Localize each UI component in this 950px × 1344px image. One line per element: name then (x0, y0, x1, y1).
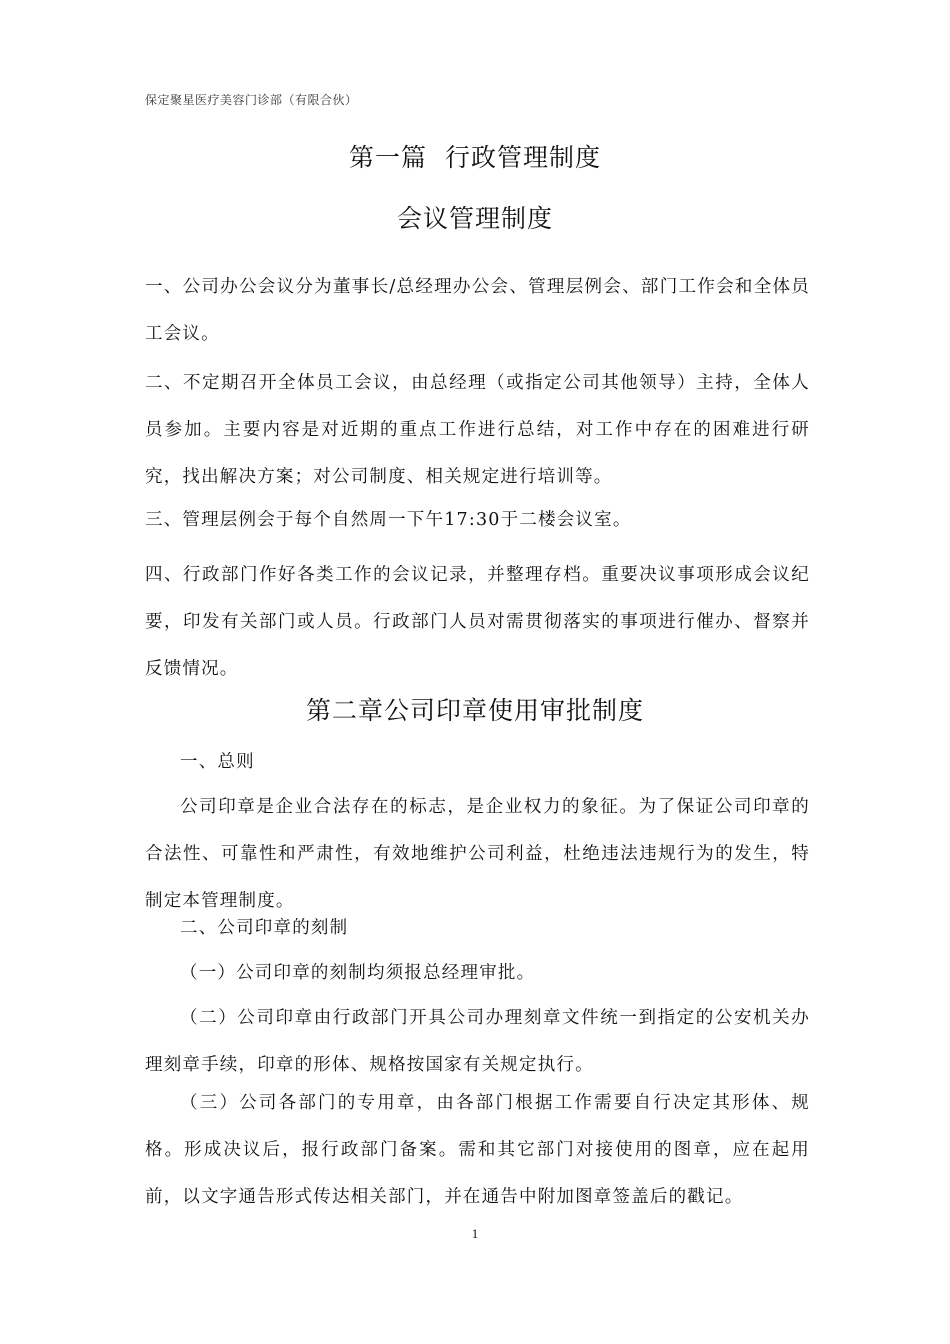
chapter-title: 第二章公司印章使用审批制度 (305, 696, 644, 725)
part-title: 第一篇 行政管理制度 (349, 143, 601, 172)
organization-header: 保定聚星医疗美容门诊部（有限合伙） (145, 93, 358, 107)
meeting-rule-2: 二、不定期召开全体员工会议，由总经理（或指定公司其他领导）主持，全体人员参加。主要内容是对近期的重点工作进行总结，对工作中存在的困难进行研究，找出解决方案；对公司制度、相关规定进行培训等。 (145, 373, 810, 487)
page-number: 1 (471, 1226, 479, 1241)
seal-carving-heading: 二、公司印章的刻制 (180, 918, 349, 938)
seal-general-heading: 一、总则 (180, 752, 255, 772)
seal-carving-rule-3: （三）公司各部门的专用章，由各部门根据工作需要自行决定其形体、规格。形成决议后，报行政部门备案。需和其它部门对接使用的图章，应在起用前，以文字通告形式传达相关部门，并在通告中附加图章签盖后的戳记。 (145, 1093, 810, 1207)
meeting-rule-3: 三、管理层例会于每个自然周一下午17:30于二楼会议室。 (145, 510, 632, 530)
seal-carving-rule-1: （一）公司印章的刻制均须报总经理审批。 (180, 963, 536, 983)
meeting-rule-4: 四、行政部门作好各类工作的会议记录，并整理存档。重要决议事项形成会议纪要，印发有关部门或人员。行政部门人员对需贯彻落实的事项进行催办、督察并反馈情况。 (145, 565, 810, 679)
seal-general-text: 公司印章是企业合法存在的标志，是企业权力的象征。为了保证公司印章的合法性、可靠性和严肃性，有效地维护公司利益，杜绝违法违规行为的发生，特制定本管理制度。 (145, 797, 810, 911)
section-title: 会议管理制度 (396, 204, 553, 233)
seal-carving-rule-2: （二）公司印章由行政部门开具公司办理刻章文件统一到指定的公安机关办理刻章手续，印章的形体、规格按国家有关规定执行。 (145, 1008, 810, 1075)
meeting-rule-1: 一、公司办公会议分为董事长/总经理办公会、管理层例会、部门工作会和全体员工会议。 (145, 277, 810, 344)
